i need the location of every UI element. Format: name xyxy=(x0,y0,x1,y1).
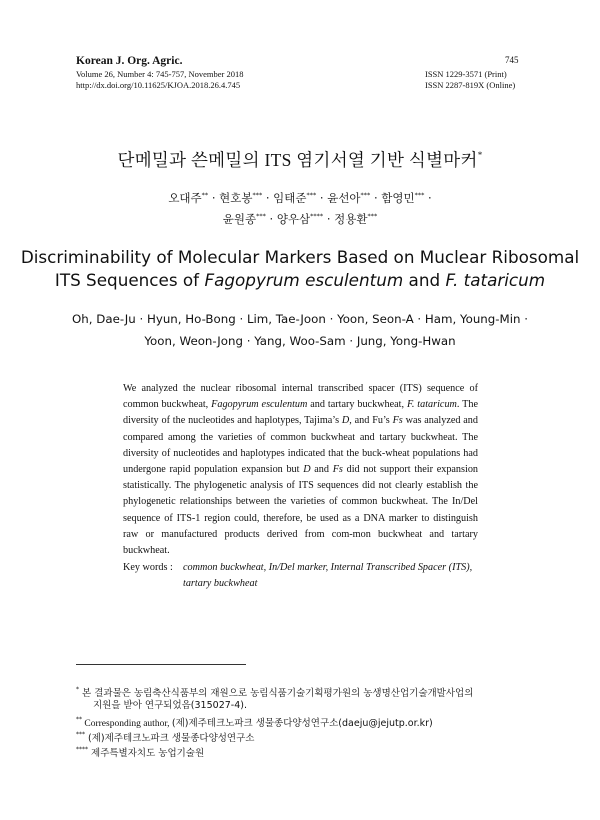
issn-online: ISSN 2287-819X (Online) xyxy=(425,80,516,90)
abstract-text: did not support their expansion statistically. The phylogenetic analysis of ITS sequences did not clearly establish the phylogenetic relationships between the varieties of common buckwheat. The In/Del sequence of ITS-1 region could, therefore, be used as a DNA marker to distinguish raw or manufactured products derived from com-mon buckwheat and tartary buckwheat. xyxy=(123,464,479,557)
page-number: 745 xyxy=(505,55,519,65)
abstract-italic: F. tataricum xyxy=(406,399,457,411)
keywords-label: Key words : xyxy=(123,562,173,573)
footnote-funding-cont: 지원을 받아 연구되었음(315027-4). xyxy=(93,700,247,711)
abstract-text: , and Fu’s xyxy=(349,415,393,427)
authors-english-line2: Yoon, Weon-Jong · Yang, Woo-Sam · Jung, Yong-Hwan xyxy=(144,334,456,348)
footnote-text: Corresponding author, xyxy=(82,719,172,730)
abstract xyxy=(123,381,478,559)
footnote-mark: ** xyxy=(76,716,82,723)
journal-name: Korean J. Org. Agric. xyxy=(76,55,183,67)
author-separator: · xyxy=(373,191,378,205)
abstract-text: We analyzed the nuclear ribosomal internal transcribed spacer (ITS) sequence of common buckwheat, xyxy=(123,383,478,411)
author-mark: *** xyxy=(414,191,425,200)
title-english-line1: Discriminability of Molecular Markers Based on Muclear Ribosomal xyxy=(20,247,580,267)
footnote-mark: * xyxy=(76,686,79,693)
authors-korean-line2 xyxy=(0,211,600,227)
author-mark: *** xyxy=(306,191,317,200)
abstract-italic: Fagopyrum esculentum xyxy=(211,399,308,411)
author-ko: 함영민 xyxy=(381,191,415,205)
abstract-text: . The diversity of the nucleotides and haplotypes, Tajima’s xyxy=(123,399,479,427)
abstract-italic: D xyxy=(303,464,311,476)
author-mark: *** xyxy=(256,212,266,221)
species-name: F. tataricum xyxy=(445,270,546,290)
title-korean-text: 단메밀과 쓴메밀의 ITS 염기서열 기반 식별마커 xyxy=(117,150,478,170)
footnote-text: (제)제주테크노파크 생물종다양성연구소 xyxy=(85,733,255,745)
abstract-text: was analyzed and compared among the varieties of common buckwheat and tartary buckwheat. The diversity of nucleotides and haplotypes indicated that the buck-wheat populations had undergone rapid population expansion but xyxy=(123,415,478,476)
author-separator: · xyxy=(326,212,331,226)
author-mark: *** xyxy=(252,191,263,200)
author-separator: · xyxy=(265,191,270,205)
footnote-text: (제)제주테크노파크 생물종다양성연구소(daeju@jejutp.or.kr) xyxy=(171,718,433,730)
footnote-mark: **** xyxy=(76,746,88,753)
author-separator: · xyxy=(211,191,216,205)
issn-print: ISSN 1229-3571 (Print) xyxy=(425,69,507,79)
abstract-text: and tartary buckwheat, xyxy=(307,399,407,411)
abstract-italic: Fs xyxy=(392,415,403,427)
author-mark: *** xyxy=(367,212,378,221)
footnote-affiliation-2 xyxy=(76,743,204,761)
author-ko: 임태준 xyxy=(273,191,307,205)
author-mark: **** xyxy=(310,212,324,221)
title-english-prefix: ITS Sequences of xyxy=(54,270,205,290)
author-separator: · xyxy=(269,212,274,226)
title-english-conj: and xyxy=(403,270,446,290)
footnote-divider xyxy=(76,664,246,665)
author-ko: 오대주 xyxy=(168,191,202,205)
author-mark: ** xyxy=(201,191,209,200)
author-separator: · xyxy=(319,191,324,205)
volume-line: Volume 26, Number 4: 745-757, November 2018 xyxy=(76,69,244,79)
author-ko: 정용환 xyxy=(334,212,368,226)
author-ko: 윤원종 xyxy=(222,212,257,226)
author-mark: *** xyxy=(360,191,371,200)
footnote-text: 본 결과물은 농림축산식품부의 재원으로 농림식품기술기획평가원의 농생명산업기술개발사업의 xyxy=(79,688,474,700)
title-english-line2 xyxy=(0,269,600,292)
authors-english-line1: Oh, Dae-Ju · Hyun, Ho-Bong · Lim, Tae-Joon · Yoon, Seon-A · Ham, Young-Min · xyxy=(72,312,528,326)
footnote-text: 제주특별자치도 농업기술원 xyxy=(88,748,205,760)
footnote-mark: *** xyxy=(76,731,85,738)
author-ko: 윤선아 xyxy=(327,191,361,205)
doi-link[interactable]: http://dx.doi.org/10.11625/KJOA.2018.26.4.745 xyxy=(76,80,241,90)
author-ko: 양우삼 xyxy=(276,212,311,226)
keywords-text: common buckwheat, In/Del marker, Internal Transcribed Spacer (ITS), tartary buckwheat xyxy=(183,562,473,590)
authors-korean-line1 xyxy=(0,190,600,206)
title-korean xyxy=(0,147,600,172)
abstract-text: and xyxy=(310,464,333,476)
abstract-italic: Fs xyxy=(332,464,343,476)
author-ko: 현호봉 xyxy=(219,191,253,205)
abstract-italic: D xyxy=(341,415,350,427)
author-separator: · xyxy=(428,191,432,205)
species-name: Fagopyrum esculentum xyxy=(204,270,404,290)
title-korean-mark: * xyxy=(477,150,483,161)
